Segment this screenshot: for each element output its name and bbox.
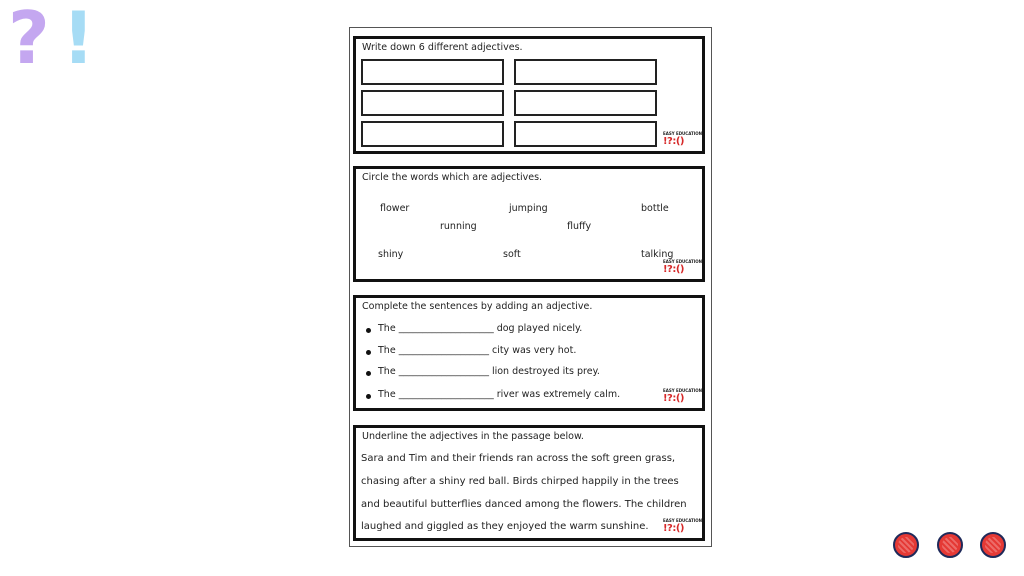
- logo-glyphs: !?:(): [663, 523, 685, 534]
- word-option[interactable]: flower: [380, 203, 410, 214]
- sentence[interactable]: The ____________________ river was extremely calm.: [378, 389, 621, 400]
- red-dot-icon: [980, 532, 1006, 558]
- answer-box[interactable]: [514, 90, 657, 116]
- bullet-icon: [366, 328, 371, 333]
- section-write-adjectives: [353, 36, 705, 154]
- sentence[interactable]: The ____________________ dog played nicely.: [378, 323, 583, 334]
- red-dot-icon: [893, 532, 919, 558]
- answer-box[interactable]: [514, 59, 657, 85]
- easy-education-logo: [663, 259, 702, 276]
- word-option[interactable]: bottle: [641, 203, 669, 214]
- passage-line[interactable]: and beautiful butterflies danced among the flowers. The children: [361, 499, 687, 510]
- sentence[interactable]: The ___________________ lion destroyed its prey.: [378, 366, 600, 377]
- easy-education-logo: [663, 388, 702, 405]
- section-instruction: Circle the words which are adjectives.: [362, 172, 543, 183]
- easy-education-logo: [663, 131, 702, 148]
- passage-line[interactable]: Sara and Tim and their friends ran across the soft green grass,: [361, 453, 676, 464]
- easy-education-logo: [663, 518, 702, 535]
- logo-text: EASY EDUCATION: [663, 388, 702, 393]
- sentence[interactable]: The ___________________ city was very hot.: [378, 345, 577, 356]
- bullet-icon: [366, 371, 371, 376]
- word-option[interactable]: shiny: [378, 249, 404, 260]
- logo-glyphs: !?:(): [663, 393, 685, 404]
- question-mark-icon: ?: [8, 0, 50, 80]
- bullet-icon: [366, 350, 371, 355]
- answer-box[interactable]: [514, 121, 657, 147]
- section-complete-sentences: [353, 295, 705, 411]
- word-option[interactable]: talking: [641, 249, 674, 260]
- answer-box[interactable]: [361, 121, 504, 147]
- logo-glyphs: !?:(): [663, 136, 685, 147]
- red-dot-icon: [937, 532, 963, 558]
- section-instruction: Complete the sentences by adding an adjective.: [362, 301, 593, 312]
- exclamation-mark-icon: !: [62, 0, 95, 80]
- section-circle-adjectives: [353, 166, 705, 282]
- word-option[interactable]: soft: [503, 249, 521, 260]
- passage-line[interactable]: chasing after a shiny red ball. Birds chirped happily in the trees: [361, 476, 679, 487]
- section-instruction: Write down 6 different adjectives.: [362, 42, 523, 53]
- passage-line[interactable]: laughed and giggled as they enjoyed the warm sunshine.: [361, 521, 649, 532]
- answer-box[interactable]: [361, 90, 504, 116]
- word-option[interactable]: jumping: [509, 203, 548, 214]
- word-option[interactable]: fluffy: [567, 221, 592, 232]
- logo-glyphs: !?:(): [663, 264, 685, 275]
- bullet-icon: [366, 394, 371, 399]
- logo-text: EASY EDUCATION: [663, 518, 702, 523]
- word-option[interactable]: running: [440, 221, 477, 232]
- section-underline-adjectives: [353, 425, 705, 541]
- answer-box[interactable]: [361, 59, 504, 85]
- worksheet: [349, 27, 712, 547]
- section-instruction: Underline the adjectives in the passage below.: [362, 431, 584, 442]
- logo-text: EASY EDUCATION: [663, 131, 702, 136]
- logo-text: EASY EDUCATION: [663, 259, 702, 264]
